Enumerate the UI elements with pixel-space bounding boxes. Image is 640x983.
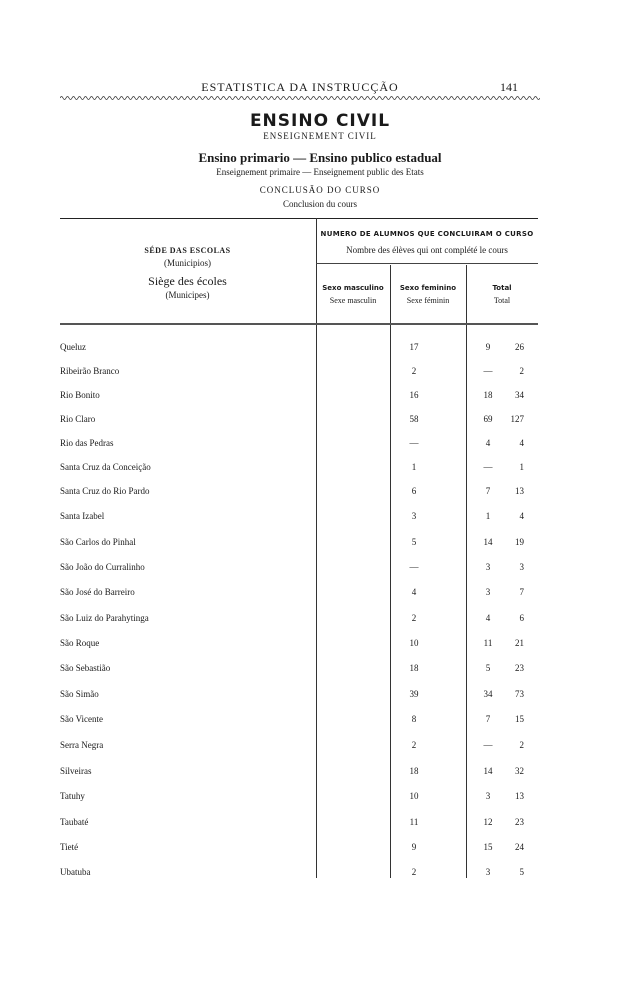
sede-heading: SÉDE DAS ESCOLAS: [144, 246, 231, 255]
table-row: [60, 613, 538, 637]
row-municipio: São Carlos do Pinhal: [60, 537, 136, 547]
row-feminino: 4: [485, 613, 491, 623]
row-municipio: Rio das Pedras: [60, 438, 114, 448]
row-municipio: São João do Curralinho: [60, 562, 145, 572]
col-fem-heading: Sexo feminino: [399, 284, 457, 292]
conclusion-subtitle: Conclusion du cours: [283, 199, 357, 209]
row-masculino: 2: [411, 613, 417, 623]
table-row: [60, 638, 538, 662]
row-feminino: 14: [483, 537, 493, 547]
row-masculino: —: [409, 438, 419, 448]
row-feminino: 3: [485, 562, 491, 572]
row-municipio: Tatuhy: [60, 791, 85, 801]
row-total: 13: [515, 486, 524, 496]
sede-heading-fr-sub: (Municipes): [165, 290, 210, 300]
row-total: 34: [515, 390, 524, 400]
row-total: 73: [515, 689, 524, 699]
table-row: [60, 740, 538, 764]
row-total: 13: [515, 791, 524, 801]
table-row: [60, 562, 538, 586]
table-row: [60, 663, 538, 687]
row-masculino: 8: [411, 714, 417, 724]
row-feminino: 3: [485, 587, 491, 597]
row-municipio: São Roque: [60, 638, 100, 648]
table-row: [60, 511, 538, 535]
running-header: [60, 80, 540, 102]
conclusion-title: CONCLUSÃO DO CURSO: [259, 185, 381, 195]
sede-heading-fr: Siège des écoles: [148, 274, 227, 288]
row-masculino: 58: [409, 414, 419, 424]
row-total: 4: [519, 511, 524, 521]
table-row: [60, 689, 538, 713]
row-municipio: São Simão: [60, 689, 99, 699]
row-municipio: Tieté: [60, 842, 79, 852]
table-row: [60, 537, 538, 561]
table-row: [60, 486, 538, 510]
row-masculino: 5: [411, 537, 417, 547]
row-feminino: 9: [485, 342, 491, 352]
row-masculino: 18: [409, 663, 419, 673]
section-subtitle: Enseignement primaire — Enseignement public des Etats: [216, 167, 424, 177]
main-subtitle: ENSEIGNEMENT CIVIL: [263, 131, 377, 141]
row-municipio: Santa Cruz da Conceição: [60, 462, 151, 472]
col-masc-heading-fr: Sexe masculin: [329, 296, 377, 305]
row-municipio: Ubatuba: [60, 867, 91, 877]
row-masculino: 6: [411, 486, 417, 496]
row-feminino: 3: [485, 867, 491, 877]
row-total: 21: [515, 638, 524, 648]
row-masculino: 2: [411, 740, 417, 750]
table-row: [60, 462, 538, 486]
row-feminino: 4: [485, 438, 491, 448]
row-total: 24: [515, 842, 524, 852]
row-feminino: —: [483, 366, 493, 376]
row-feminino: 3: [485, 791, 491, 801]
row-feminino: 7: [485, 486, 491, 496]
row-total: 32: [515, 766, 524, 776]
table-row: [60, 342, 538, 366]
table-top-rule: [60, 218, 538, 219]
running-header-title: ESTATISTICA DA INSTRUCÇÃO: [201, 80, 399, 94]
row-masculino: 3: [411, 511, 417, 521]
col-fem-heading-fr: Sexe féminin: [406, 296, 450, 305]
row-municipio: São Sebastião: [60, 663, 111, 673]
row-masculino: 39: [409, 689, 419, 699]
row-municipio: São Luiz do Parahytinga: [60, 613, 149, 623]
col-total-heading: Total: [492, 284, 512, 292]
row-total: 5: [519, 867, 524, 877]
row-feminino: 12: [483, 817, 493, 827]
row-masculino: 10: [409, 638, 419, 648]
row-masculino: 16: [409, 390, 419, 400]
row-feminino: 1: [485, 511, 491, 521]
table-row: [60, 390, 538, 414]
row-municipio: Queluz: [60, 342, 86, 352]
row-municipio: Santa Cruz do Rio Pardo: [60, 486, 150, 496]
row-masculino: 10: [409, 791, 419, 801]
group-header-rule: [316, 263, 538, 264]
page-number: 141: [500, 80, 518, 94]
section-title: Ensino primario — Ensino publico estadual: [198, 150, 442, 165]
table-row: [60, 791, 538, 815]
row-masculino: 9: [411, 842, 417, 852]
row-total: 19: [515, 537, 524, 547]
col-total-heading-fr: Total: [493, 296, 511, 305]
row-total: 23: [515, 663, 524, 673]
table-row: [60, 366, 538, 390]
table-row: [60, 714, 538, 738]
row-total: 7: [519, 587, 524, 597]
row-municipio: Silveiras: [60, 766, 92, 776]
row-total: 1: [519, 462, 524, 472]
row-feminino: 11: [483, 638, 493, 648]
group-heading-fr: Nombre des élèves qui ont complété le cours: [346, 245, 508, 255]
sede-heading-sub: (Municipios): [164, 258, 211, 268]
group-heading: NUMERO DE ALUMNOS QUE CONCLUIRAM O CURSO: [320, 230, 534, 238]
row-masculino: —: [409, 562, 419, 572]
header-bottom-rule: [60, 323, 538, 325]
col-masc-heading: Sexo masculino: [322, 284, 384, 292]
row-municipio: Serra Negra: [60, 740, 104, 750]
row-total: 2: [519, 366, 524, 376]
row-masculino: 17: [409, 342, 419, 352]
row-municipio: Santa Izabel: [60, 511, 105, 521]
row-municipio: Ribeirão Branco: [60, 366, 120, 376]
row-municipio: São José do Barreiro: [60, 587, 135, 597]
row-total: 127: [510, 414, 524, 424]
row-masculino: 1: [411, 462, 417, 472]
row-feminino: —: [483, 740, 493, 750]
table-row: [60, 817, 538, 841]
wavy-rule: [60, 94, 540, 102]
row-feminino: 7: [485, 714, 491, 724]
row-total: 3: [519, 562, 524, 572]
table-row: [60, 438, 538, 462]
row-total: 2: [519, 740, 524, 750]
row-total: 6: [519, 613, 524, 623]
row-feminino: 15: [483, 842, 493, 852]
row-municipio: Rio Bonito: [60, 390, 100, 400]
row-masculino: 2: [411, 867, 417, 877]
row-feminino: —: [483, 462, 493, 472]
row-feminino: 34: [483, 689, 493, 699]
table-row: [60, 867, 538, 891]
row-feminino: 69: [483, 414, 493, 424]
row-municipio: Rio Claro: [60, 414, 96, 424]
row-masculino: 11: [409, 817, 419, 827]
main-title: ENSINO CIVIL: [249, 111, 391, 131]
table-row: [60, 414, 538, 438]
row-feminino: 18: [483, 390, 493, 400]
table-row: [60, 766, 538, 790]
row-feminino: 5: [485, 663, 491, 673]
row-masculino: 18: [409, 766, 419, 776]
row-municipio: Taubaté: [60, 817, 89, 827]
table-row: [60, 587, 538, 611]
row-municipio: São Vicente: [60, 714, 104, 724]
row-total: 23: [515, 817, 524, 827]
row-total: 4: [519, 438, 524, 448]
row-masculino: 4: [411, 587, 417, 597]
row-total: 26: [515, 342, 524, 352]
row-total: 15: [515, 714, 524, 724]
row-masculino: 2: [411, 366, 417, 376]
row-feminino: 14: [483, 766, 493, 776]
table-row: [60, 842, 538, 866]
